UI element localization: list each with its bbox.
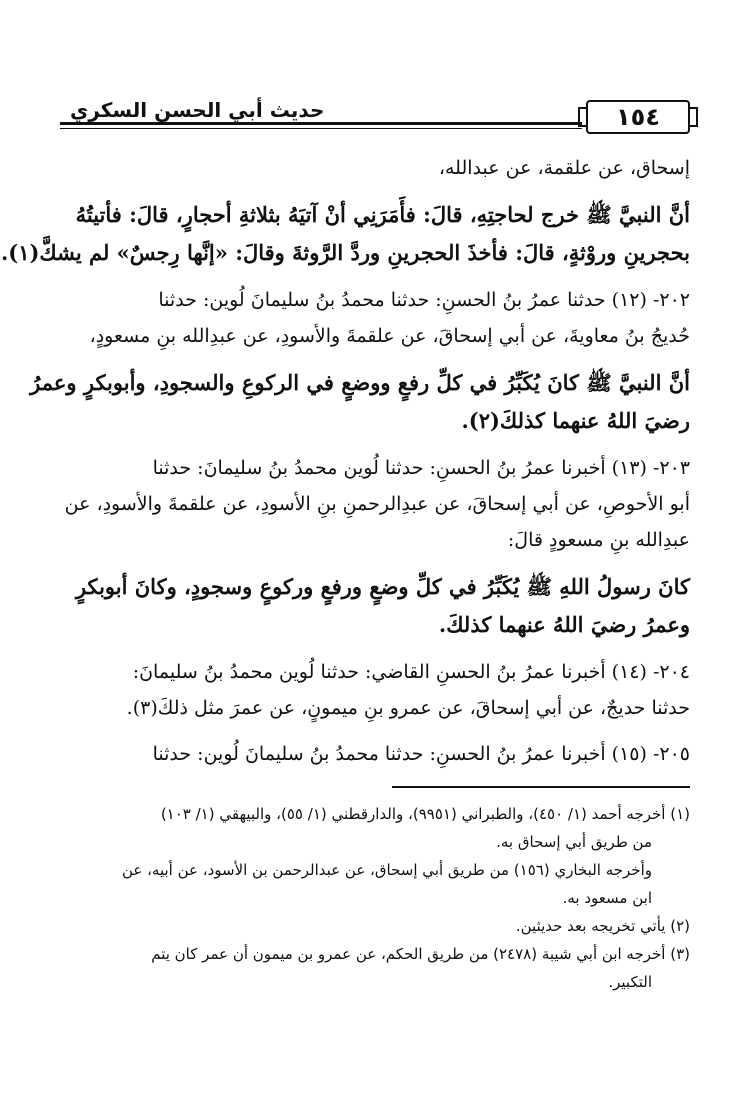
footnote-separator [392,786,690,788]
footnote-line: من طريق أبي إسحاق به. [496,833,652,851]
page-header [60,88,690,158]
hadith-line: أنَّ النبيَّ ﷺ كانَ يُكَبِّرُ في كلِّ رفعٍ ووضعٍ في الركوعِ والسجودِ، وأبوبكرٍ وعمرُ [30,370,690,395]
footnote-line: ابن مسعود به. [562,889,652,907]
text-line: ٢٠٢- (١٢) حدثنا عمرُ بنُ الحسنِ: حدثنا محمدُ بنُ سليمانَ لُوين: حدثنا [158,289,690,311]
text-line: أبو الأحوصِ، عن أبي إسحاقَ، عن عبدِالرحمنِ بنِ الأسودِ، عن علقمةَ والأسودِ، عن [64,493,690,515]
hadith-line: رضيَ اللهُ عنهما كذلكَ(٢). [461,408,690,433]
text-line: عبدِالله بنِ مسعودٍ قالَ: [507,529,690,551]
footnotes [60,800,690,996]
header-rule-thick [60,122,582,125]
hadith-line: بحجرينِ وروْثةٍ، قالَ: فأخذَ الحجرينِ وردَّ الرَّوثةَ وقالَ: «إنَّها رِجسٌ» لم يشكَّ(١). [0,240,690,265]
hadith-line: وعمرُ رضيَ اللهُ عنهما كذلكَ. [438,612,690,637]
footnote-line: (٣) أخرجه ابن أبي شيبة (٢٤٧٨) من طريق الحكم، عن عمرو بن ميمون أن عمر كان يتم [151,945,690,963]
hadith-line: كانَ رسولُ اللهِ ﷺ يُكَبِّرُ في كلِّ وضعٍ ورفعٍ وركوعٍ وسجودٍ، وكانَ أبوبكرٍ [75,574,690,599]
page-number: ١٥٤ [586,100,690,134]
footnote-line: (٢) يأتي تخريجه بعد حديثين. [515,917,690,935]
footnote-line: (١) أخرجه أحمد (١/ ٤٥٠)، والطبراني (٩٩٥١)، والدارقطني (١/ ٥٥)، والبيهقي (١/ ١٠٣) [160,805,690,823]
text-line: ٢٠٣- (١٣) أخبرنا عمرُ بنُ الحسنِ: حدثنا لُوين محمدُ بنُ سليمانَ: حدثنا [152,457,690,479]
text-line: ٢٠٤- (١٤) أخبرنا عمرُ بنُ الحسنِ القاضي: حدثنا لُوين محمدُ بنُ سليمانَ: [132,661,690,683]
footnote-line: وأخرجه البخاري (١٥٦) من طريق أبي إسحاق، عن عبدالرحمن بن الأسود، عن أبيه، عن [121,861,652,879]
footnote-line: التكبير. [608,973,652,991]
main-text [0,150,690,772]
text-line: إسحاق، عن علقمة، عن عبدالله، [438,157,690,179]
text-line: حدثنا حديجٌ، عن أبي إسحاقَ، عن عمرو بنِ ميمونٍ، عن عمرَ مثل ذلكَ(٣). [126,697,690,719]
hadith-line: أنَّ النبيَّ ﷺ خرج لحاجتِهِ، قالَ: فأَمَرَنِي أنْ آتيَهُ بثلاثةِ أحجارٍ، قالَ: فأتيتُهُ [75,202,690,227]
header-rule-thin [60,128,582,129]
text-line: حُديجُ بنُ معاويةَ، عن أبي إسحاقَ، عن علقمةَ والأسودِ، عن عبدِالله بنِ مسعودٍ، [89,325,690,347]
text-line: ٢٠٥- (١٥) أخبرنا عمرُ بنُ الحسنِ: حدثنا محمدُ بنُ سليمانَ لُوين: حدثنا [152,743,690,765]
running-title: حديث أبي الحسن السكري [70,98,325,122]
